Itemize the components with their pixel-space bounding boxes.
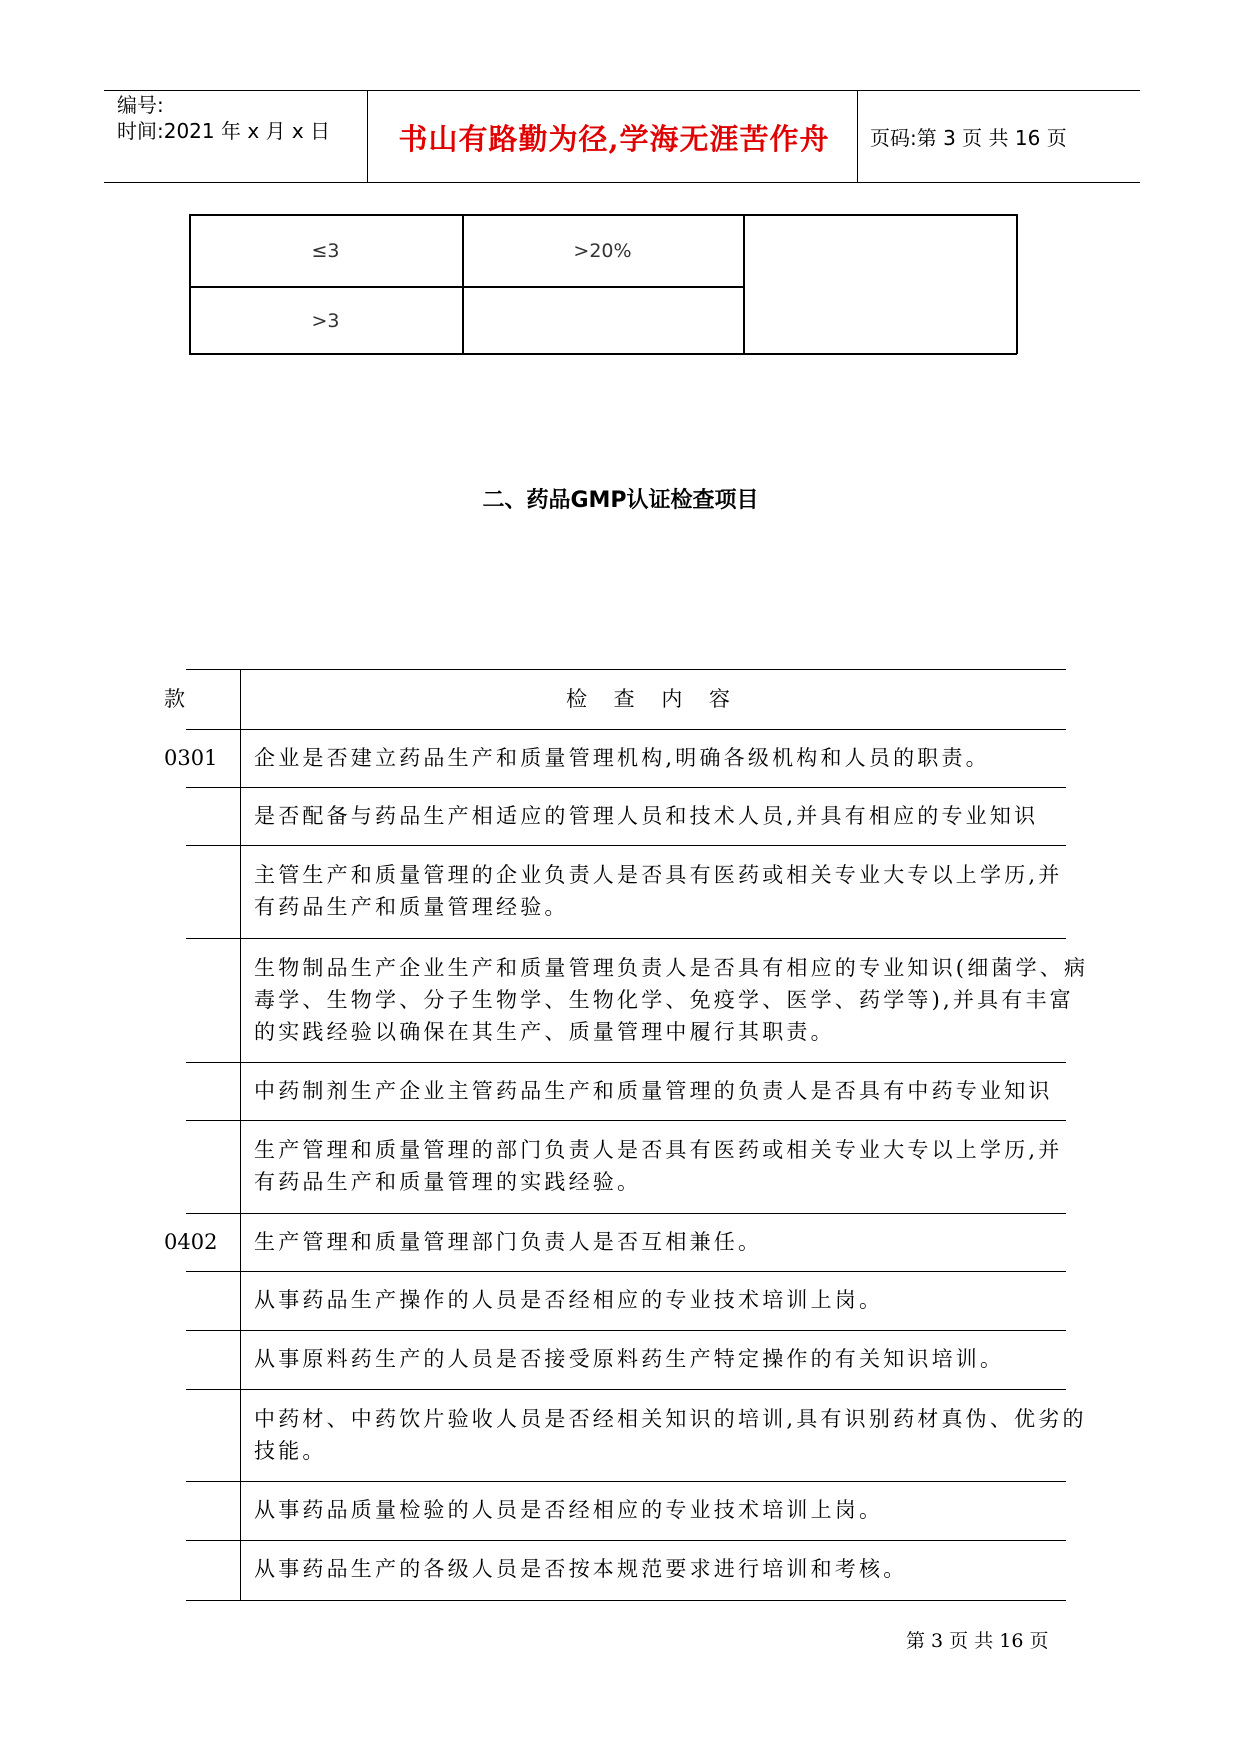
- table-row-text: 生物制品生产企业生产和质量管理负责人是否具有相应的专业知识(细菌学、病: [254, 956, 1089, 980]
- table-row-text: 是否配备与药品生产相适应的管理人员和技术人员,并具有相应的专业知识: [254, 804, 1039, 828]
- top-table-cell: >20%: [573, 240, 632, 262]
- section-title: 二、药品GMP认证检查项目: [482, 488, 759, 513]
- table-col-rule: [240, 669, 241, 1600]
- table-row-text: 从事原料药生产的人员是否接受原料药生产特定操作的有关知识培训。: [254, 1347, 1005, 1371]
- serial-label: 编号:: [117, 93, 164, 117]
- page-info: 页码:第 3 页 共 16 页: [870, 126, 1067, 150]
- table-row-text: 毒学、生物学、分子生物学、生物化学、免疫学、医学、药学等),并具有丰富: [254, 988, 1074, 1012]
- table-header-content: 检 查 内 容: [565, 687, 741, 711]
- table-row-text: 有药品生产和质量管理经验。: [254, 895, 569, 919]
- table-row-text: 技能。: [254, 1439, 327, 1463]
- table-rule: [186, 1540, 1066, 1541]
- table-rule: [186, 1213, 1066, 1214]
- table-rule: [186, 845, 1066, 846]
- table-row-text: 有药品生产和质量管理的实践经验。: [254, 1170, 642, 1194]
- table-rule: [186, 787, 1066, 788]
- table-row-text: 中药材、中药饮片验收人员是否经相关知识的培训,具有识别药材真伪、优劣的: [254, 1407, 1087, 1431]
- table-rule: [186, 938, 1066, 939]
- table-row-text: 企业是否建立药品生产和质量管理机构,明确各级机构和人员的职责。: [254, 746, 990, 770]
- table-rule: [186, 669, 1066, 670]
- table-rule: [186, 1062, 1066, 1063]
- table-rule: [186, 1389, 1066, 1390]
- inspection-table: [164, 668, 1089, 1603]
- table-row-text: 主管生产和质量管理的企业负责人是否具有医药或相关专业大专以上学历,并: [254, 863, 1063, 887]
- table-row-text: 从事药品生产操作的人员是否经相应的专业技术培训上岗。: [254, 1288, 884, 1312]
- table-row-text: 从事药品质量检验的人员是否经相应的专业技术培训上岗。: [254, 1498, 884, 1522]
- header-motto: 书山有路勤为径,学海无涯苦作舟: [398, 122, 830, 156]
- table-header-code: 款: [164, 687, 185, 711]
- table-rule: [186, 1271, 1066, 1272]
- table-rule: [186, 729, 1066, 730]
- table-row-code: 0402: [164, 1230, 218, 1254]
- table-rule: [186, 1120, 1066, 1121]
- top-table-cell: >3: [311, 310, 340, 332]
- table-row-text: 的实践经验以确保在其生产、质量管理中履行其职责。: [254, 1020, 835, 1044]
- table-row-text: 生产管理和质量管理的部门负责人是否具有医药或相关专业大专以上学历,并: [254, 1138, 1063, 1162]
- page-footer: 第 3 页 共 16 页: [906, 1630, 1049, 1652]
- table-rule: [186, 1600, 1066, 1601]
- table-row-text: 中药制剂生产企业主管药品生产和质量管理的负责人是否具有中药专业知识: [254, 1079, 1053, 1103]
- top-table-cell: ≤3: [311, 240, 340, 262]
- table-row-code: 0301: [164, 746, 218, 770]
- table-rule: [186, 1481, 1066, 1482]
- table-row-text: 从事药品生产的各级人员是否按本规范要求进行培训和考核。: [254, 1557, 908, 1581]
- table-rule: [186, 1330, 1066, 1331]
- time-label: 时间:2021 年 x 月 x 日: [117, 119, 331, 143]
- table-row-text: 生产管理和质量管理部门负责人是否互相兼任。: [254, 1230, 763, 1254]
